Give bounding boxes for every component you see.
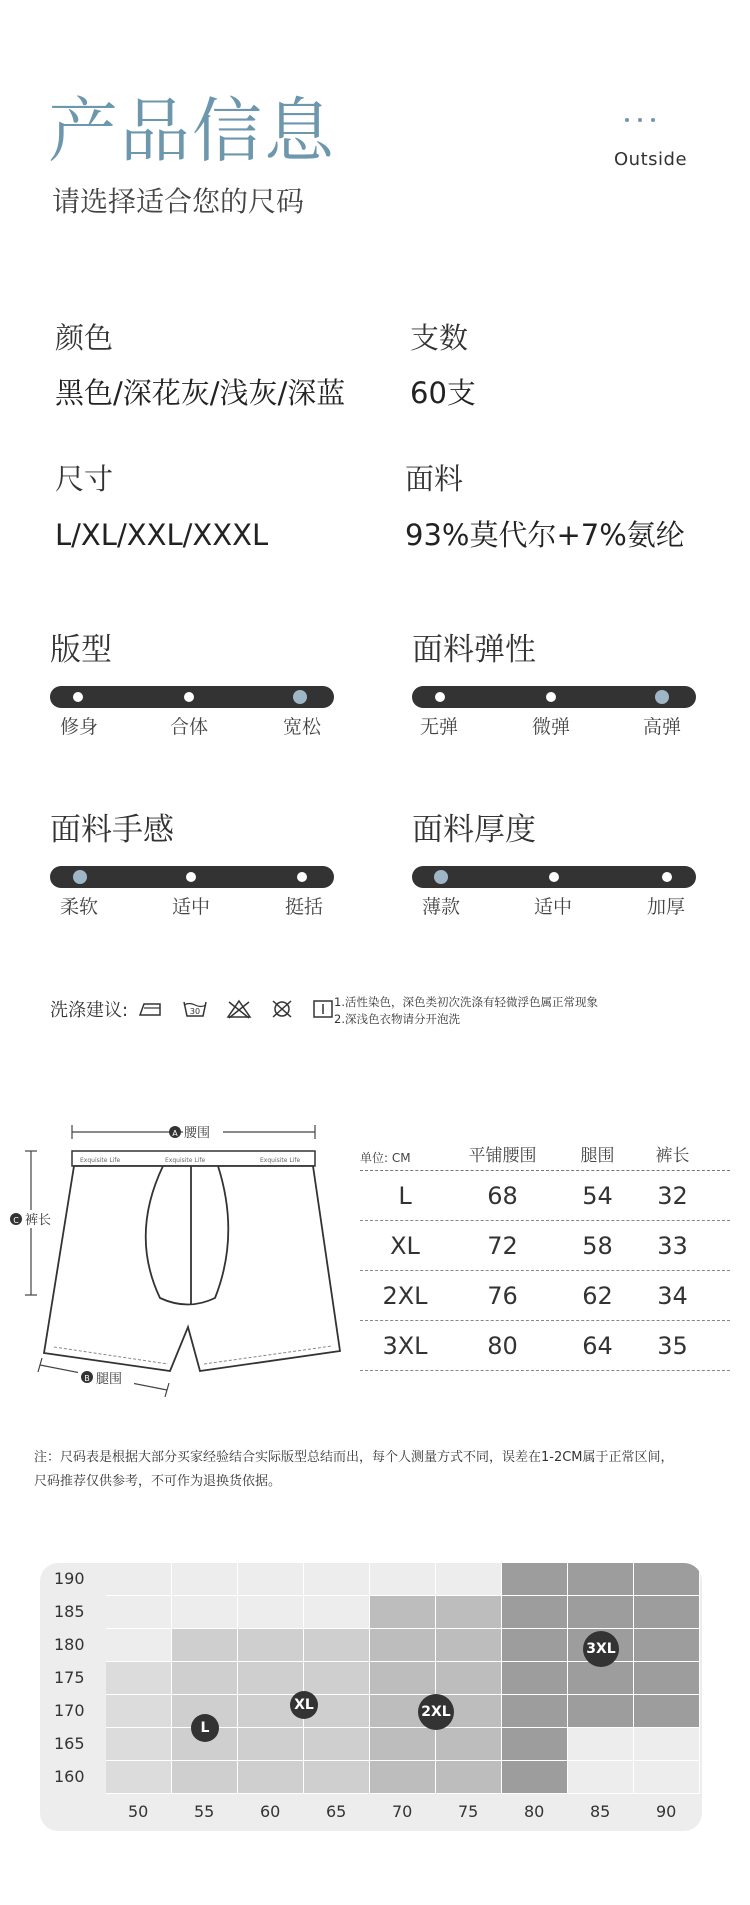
page-subtitle: 请选择适合您的尺码 [52,185,305,218]
svg-text:Exquisite Life: Exquisite Life [165,1157,206,1164]
scale-dot [297,872,307,882]
size-label: 尺寸 [55,462,114,496]
washing-note: 2.深浅色衣物请分开泡洗 [334,1012,460,1026]
size-zone-cell [568,1728,634,1761]
scale-bar [50,686,334,708]
size-zone-cell [568,1761,634,1794]
size-zone-cell [304,1761,370,1794]
scale-dot-selected [293,690,307,704]
size-zone-cell [238,1662,304,1695]
disclaimer-line: 尺码推荐仅供参考，不可作为退换货依据。 [34,1474,282,1489]
weight-tick-label: 70 [392,1802,413,1821]
scale-bar [412,686,696,708]
size-zone-cell [106,1761,172,1794]
scale-dot [184,692,194,702]
scale-dot [549,872,559,882]
scale-thickness [412,812,696,922]
thigh-cell: 54 [582,1181,613,1210]
length-cell: 35 [657,1331,688,1360]
waist-cell: 72 [487,1231,518,1260]
size-zone-cell [502,1761,568,1794]
size-zone-cell [238,1728,304,1761]
scale-tick: 薄款 [422,896,461,918]
scale-fit [50,632,334,742]
height-tick-label: 180 [54,1635,85,1654]
size-zone-cell [370,1728,436,1761]
scale-tick: 挺括 [285,896,324,918]
size-zone-cell [172,1563,238,1596]
size-table [360,1140,730,1371]
size-zone-cell [304,1662,370,1695]
size-zone-cell [634,1728,700,1761]
size-zone-cell [502,1662,568,1695]
washing-advice [50,996,334,1022]
wash-30-icon [182,999,208,1019]
scale-dot [662,872,672,882]
length-label: 裤长 [25,1213,52,1228]
size-zone-cell [106,1629,172,1662]
svg-text:Exquisite Life: Exquisite Life [260,1157,301,1164]
size-zone-cell [502,1596,568,1629]
scale-title: 面料手感 [50,812,174,848]
scale-title: 面料弹性 [412,632,536,668]
height-tick-label: 190 [54,1569,85,1588]
size-zone-cell [568,1563,634,1596]
waist-marker-letter: A [172,1129,178,1138]
size-zone-cell [106,1662,172,1695]
size-zone-cell [502,1728,568,1761]
washing-notes [334,994,598,1028]
size-zone-cell [436,1629,502,1662]
height-tick-label: 160 [54,1767,85,1786]
weight-tick-label: 50 [128,1802,149,1821]
size-zone-cell [370,1596,436,1629]
size-badge: 3XL [583,1631,619,1667]
size-badge: L [191,1714,219,1742]
column-header: 平铺腰围 [468,1146,537,1166]
size-zone-cell [436,1563,502,1596]
scale-elasticity [412,632,696,742]
scale-tick: 加厚 [647,896,686,918]
size-zone-cell [568,1695,634,1728]
table-row [360,1321,730,1371]
size-cell: 3XL [382,1331,428,1360]
size-zone-cell [304,1563,370,1596]
scale-title: 版型 [50,632,112,668]
size-zone-cell [370,1761,436,1794]
fabric-value: 93%莫代尔+7%氨纶 [405,518,685,552]
scale-tick: 柔软 [60,896,99,918]
size-badge: 2XL [418,1694,454,1730]
length-cell: 33 [657,1231,688,1260]
unit-label: 单位: CM [360,1151,411,1165]
size-zone-cell [436,1662,502,1695]
table-row [360,1271,730,1321]
color-value: 黑色/深花灰/浅灰/深蓝 [55,376,346,410]
size-zone-cell [370,1629,436,1662]
scale-tick: 适中 [172,896,211,918]
weight-tick-label: 80 [524,1802,545,1821]
scale-dot-selected [655,690,669,704]
column-header: 腿围 [580,1146,615,1166]
size-value: L/XL/XXL/XXXL [55,518,269,552]
size-zone-cell [634,1563,700,1596]
size-zone-cell [238,1563,304,1596]
size-zone-cell [436,1596,502,1629]
size-zone-cell [502,1563,568,1596]
color-label: 颜色 [55,321,114,355]
size-zone-cell [106,1695,172,1728]
size-zone-cell [106,1563,172,1596]
scale-hand-feel [50,812,334,922]
size-disclaimer [34,1446,674,1494]
size-zone-cell [370,1563,436,1596]
svg-text:B: B [84,1374,90,1383]
count-value: 60支 [410,376,476,410]
size-zone-cell [634,1596,700,1629]
size-zone-cell [436,1761,502,1794]
table-row [360,1221,730,1271]
size-zone-cell [370,1662,436,1695]
page-title: 产品信息 [48,90,336,172]
height-tick-label: 175 [54,1668,85,1687]
washing-label: 洗涤建议: [50,1000,129,1021]
svg-text:30: 30 [189,1007,201,1016]
waist-cell: 76 [487,1281,518,1310]
size-zone-cell [502,1629,568,1662]
size-zone-cell [634,1761,700,1794]
scale-dot-selected [73,870,87,884]
size-zone-cell [172,1662,238,1695]
size-zone-cell [304,1596,370,1629]
scale-bar [50,866,334,888]
garment-body [44,1166,340,1371]
size-zone-cell [106,1728,172,1761]
height-weight-size-chart [40,1563,702,1831]
height-tick-label: 185 [54,1602,85,1621]
size-zone-cell [106,1596,172,1629]
size-zone-cell [634,1662,700,1695]
scale-dot-selected [434,870,448,884]
weight-tick-label: 90 [656,1802,677,1821]
scale-tick: 微弹 [532,716,571,738]
size-zone-cell [172,1629,238,1662]
scale-dot [435,692,445,702]
size-zone-cell [238,1629,304,1662]
size-cell: 2XL [382,1281,428,1310]
size-cell: XL [390,1231,420,1260]
line-dry-icon [312,999,334,1019]
scale-bar [412,866,696,888]
disclaimer-line: 注：尺码表是根据大部分买家经验结合实际版型总结而出，每个人测量方式不同，误差在1-2CM属于正常区间， [34,1450,674,1465]
scale-tick: 宽松 [283,716,322,738]
scale-title: 面料厚度 [412,812,536,848]
size-zone-cell [172,1596,238,1629]
length-cell: 32 [657,1181,688,1210]
svg-text:C: C [13,1216,19,1225]
brand-name: Outside [614,149,688,170]
waist-label: 腰围 [184,1126,211,1141]
fabric-label: 面料 [405,462,464,496]
scale-dot [73,692,83,702]
garment-diagram [10,1115,350,1415]
weight-tick-label: 65 [326,1802,347,1821]
size-zone-cell [238,1596,304,1629]
no-bleach-icon [226,999,252,1019]
weight-tick-label: 60 [260,1802,281,1821]
column-header: 裤长 [655,1146,690,1166]
thigh-cell: 64 [582,1331,613,1360]
svg-text:Exquisite Life: Exquisite Life [80,1157,121,1164]
thigh-label: 腿围 [96,1372,123,1387]
length-cell: 34 [657,1281,688,1310]
thigh-cell: 62 [582,1281,613,1310]
size-zone-cell [502,1695,568,1728]
scale-dot [546,692,556,702]
scale-dot [186,872,196,882]
size-zone-cell [436,1728,502,1761]
size-zone-cell [634,1695,700,1728]
size-zone-cell [172,1761,238,1794]
count-label: 支数 [410,321,469,355]
scale-tick: 适中 [534,896,573,918]
thigh-cell: 58 [582,1231,613,1260]
scale-tick: 高弹 [643,716,682,738]
scale-tick: 修身 [60,716,99,738]
washing-note: 1.活性染色，深色类初次洗涤有轻微浮色属正常现象 [334,995,598,1009]
waist-cell: 68 [487,1181,518,1210]
scale-tick: 无弹 [420,716,459,738]
height-tick-label: 170 [54,1701,85,1720]
table-row [360,1171,730,1221]
iron-icon [138,1000,164,1018]
weight-tick-label: 85 [590,1802,611,1821]
weight-tick-label: 55 [194,1802,215,1821]
size-zone-cell [238,1761,304,1794]
waist-cell: 80 [487,1331,518,1360]
size-badge: XL [290,1691,318,1719]
height-tick-label: 165 [54,1734,85,1753]
weight-tick-label: 75 [458,1802,479,1821]
size-zone-cell [304,1728,370,1761]
ellipsis-icon [625,118,655,122]
size-table-header [360,1140,730,1171]
size-zone-cell [304,1629,370,1662]
scale-tick: 合体 [170,716,209,738]
size-zone-cell [568,1596,634,1629]
size-zone-cell [634,1629,700,1662]
no-tumble-dry-icon [270,999,294,1019]
size-zone-cell [568,1662,634,1695]
size-cell: L [398,1181,412,1210]
